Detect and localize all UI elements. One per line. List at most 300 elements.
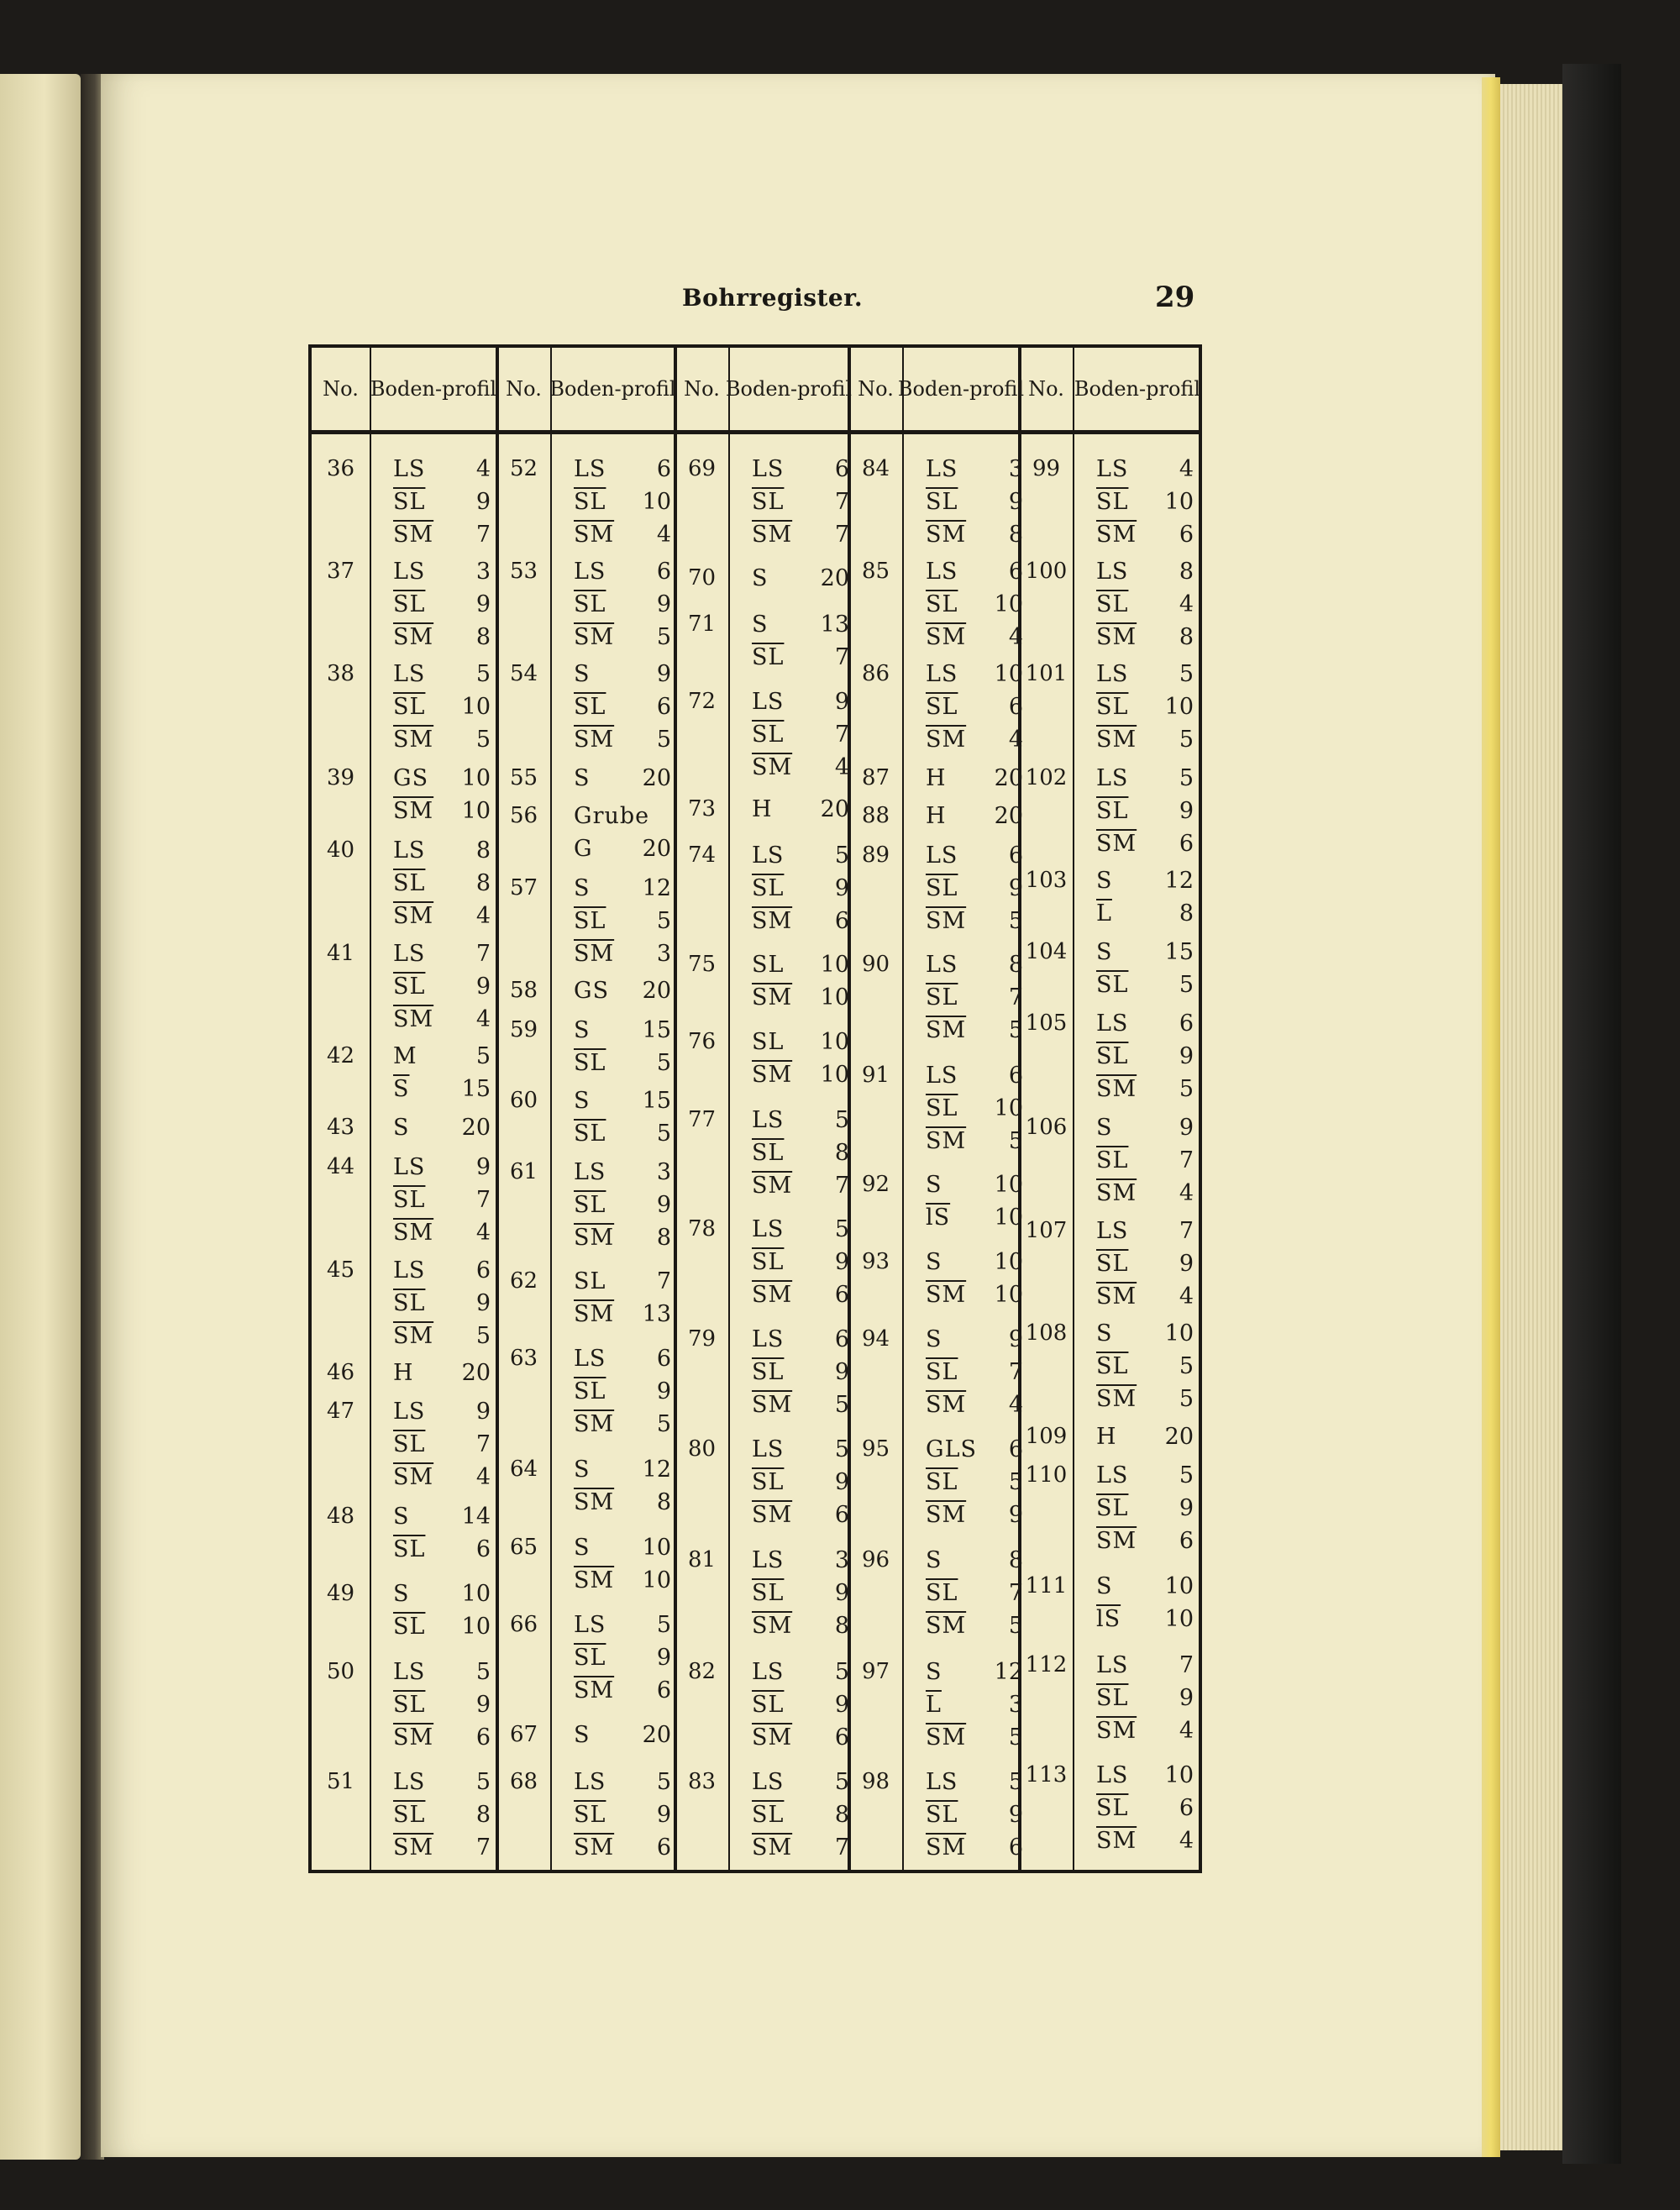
soil-layer xyxy=(926,1659,1023,1685)
boring-number: 104 xyxy=(1025,939,1068,964)
layer-depth: 20 xyxy=(994,765,1023,791)
column-divider xyxy=(550,348,552,1870)
soil-layer xyxy=(574,908,671,934)
layer-depth: 8 xyxy=(656,1489,671,1515)
soil-layer xyxy=(1096,831,1194,857)
boring-number: 95 xyxy=(861,1436,890,1462)
soil-layer xyxy=(926,1469,1023,1495)
layer-depth: 5 xyxy=(1179,1386,1194,1412)
layer-depth: 9 xyxy=(475,974,491,1000)
boring-number: 49 xyxy=(326,1581,355,1606)
layer-depth: 5 xyxy=(1008,1128,1023,1154)
soil-code: S xyxy=(752,612,769,638)
soil-layer xyxy=(1096,522,1194,548)
soil-code: $\overline{SL}$ xyxy=(393,974,426,1000)
layer-depth: 4 xyxy=(1179,1180,1194,1206)
layer-depth: 6 xyxy=(1008,1436,1023,1462)
facing-page xyxy=(0,74,81,2160)
soil-layer xyxy=(574,1457,671,1483)
soil-code: LS xyxy=(1096,765,1129,791)
soil-code: $\overline{SL}$ xyxy=(574,694,606,720)
soil-code: $\overline{SM}$ xyxy=(574,1567,615,1593)
soil-code: $\overline{SM}$ xyxy=(926,1502,967,1528)
header-bodenprofil-line1: Boden- xyxy=(725,377,798,401)
layer-depth: 15 xyxy=(642,1017,671,1043)
soil-layer xyxy=(752,1436,849,1462)
layer-depth: 5 xyxy=(1008,1017,1023,1043)
boring-number: 81 xyxy=(687,1547,717,1572)
soil-layer xyxy=(1096,1462,1194,1488)
soil-layer xyxy=(752,644,849,670)
soil-code: $\overline{lS}$ xyxy=(926,1205,951,1231)
soil-code: H xyxy=(752,796,773,822)
soil-code: S xyxy=(1096,868,1113,894)
layer-depth: 9 xyxy=(475,1692,491,1718)
soil-code: $\overline{SL}$ xyxy=(393,1536,426,1562)
soil-code: $\overline{SL}$ xyxy=(393,870,426,896)
soil-layer xyxy=(926,1547,1023,1573)
layer-depth: 5 xyxy=(834,1107,849,1133)
layer-depth: 15 xyxy=(461,1076,491,1102)
soil-code: $\overline{SL}$ xyxy=(393,591,426,617)
soil-code: M xyxy=(393,1043,417,1069)
soil-layer xyxy=(393,1536,491,1562)
soil-code: $\overline{SM}$ xyxy=(926,1282,967,1308)
layer-depth: 10 xyxy=(642,1567,671,1593)
column-divider xyxy=(902,348,904,1870)
soil-layer xyxy=(393,522,491,548)
layer-depth: 6 xyxy=(475,1536,491,1562)
soil-code: $\overline{SL}$ xyxy=(574,1802,606,1828)
layer-depth: 8 xyxy=(834,1802,849,1828)
soil-code: $\overline{SM}$ xyxy=(1096,522,1137,548)
layer-depth: 9 xyxy=(1008,875,1023,901)
soil-code: $\overline{SM}$ xyxy=(393,1006,434,1032)
layer-depth: 7 xyxy=(834,522,849,548)
soil-code: G xyxy=(574,836,593,862)
header-bodenprofil xyxy=(549,348,676,430)
soil-layer xyxy=(926,1017,1023,1043)
soil-layer xyxy=(393,1724,491,1751)
soil-code: S xyxy=(574,1017,591,1043)
soil-layer xyxy=(752,1835,849,1861)
layer-depth: 8 xyxy=(1008,1547,1023,1573)
soil-layer xyxy=(926,1580,1023,1606)
boring-number: 91 xyxy=(861,1063,890,1088)
layer-depth: 3 xyxy=(1008,1692,1023,1718)
soil-layer xyxy=(393,1504,491,1530)
layer-depth: 6 xyxy=(1179,522,1194,548)
soil-code: LS xyxy=(926,456,958,482)
layer-depth: 4 xyxy=(475,456,491,482)
header-no: No. xyxy=(858,377,894,401)
layer-depth: 7 xyxy=(834,489,849,515)
soil-layer xyxy=(393,1154,491,1180)
soil-code: LS xyxy=(752,689,785,715)
soil-code: S xyxy=(574,1535,591,1561)
soil-code: $\overline{SL}$ xyxy=(752,1249,785,1275)
layer-depth: 7 xyxy=(1008,1359,1023,1385)
soil-code: $\overline{SM}$ xyxy=(393,1835,434,1861)
layer-depth: 20 xyxy=(820,565,849,591)
layer-depth: 10 xyxy=(1164,1762,1194,1788)
soil-layer xyxy=(1096,1718,1194,1744)
layer-depth: 8 xyxy=(1179,900,1194,927)
soil-code: $\overline{SM}$ xyxy=(926,1392,967,1418)
soil-layer xyxy=(752,722,849,748)
soil-code: $\overline{SM}$ xyxy=(752,984,793,1011)
soil-code: $\overline{SL}$ xyxy=(1096,489,1129,515)
layer-depth: 20 xyxy=(642,836,671,862)
soil-code: $\overline{SL}$ xyxy=(1096,1147,1129,1173)
layer-depth: 7 xyxy=(1008,1580,1023,1606)
soil-code: $\overline{SL}$ xyxy=(926,694,958,720)
layer-depth: 10 xyxy=(1164,489,1194,515)
soil-layer xyxy=(926,1128,1023,1154)
layer-depth: 10 xyxy=(461,694,491,720)
soil-code: $\overline{SM}$ xyxy=(926,727,967,753)
soil-code: S xyxy=(926,1249,942,1275)
layer-depth: 6 xyxy=(1179,1011,1194,1037)
boring-number: 75 xyxy=(687,952,717,977)
soil-code: $\overline{SM}$ xyxy=(574,624,615,650)
soil-layer xyxy=(752,1580,849,1606)
column-divider xyxy=(370,348,371,1870)
layer-depth: 5 xyxy=(475,1659,491,1685)
soil-layer xyxy=(752,689,849,715)
layer-depth: 5 xyxy=(1008,1724,1023,1751)
soil-code: $\overline{SM}$ xyxy=(1096,1718,1137,1744)
soil-code: $\overline{SM}$ xyxy=(1096,1386,1137,1412)
layer-depth: 4 xyxy=(475,1464,491,1490)
layer-depth: 9 xyxy=(656,1802,671,1828)
layer-depth: 7 xyxy=(1179,1652,1194,1678)
layer-depth: 5 xyxy=(1008,1613,1023,1639)
soil-code: LS xyxy=(393,559,426,585)
header-bodenprofil-line2: profil xyxy=(797,377,853,401)
soil-layer xyxy=(393,870,491,896)
boring-number: 71 xyxy=(687,612,717,637)
layer-depth: 8 xyxy=(475,624,491,650)
soil-layer xyxy=(752,565,849,591)
layer-depth: 10 xyxy=(461,1581,491,1607)
soil-code: $\overline{SM}$ xyxy=(752,522,793,548)
soil-code: LS xyxy=(393,837,426,864)
soil-layer xyxy=(926,489,1023,515)
soil-layer xyxy=(926,984,1023,1011)
soil-code: $\overline{SL}$ xyxy=(926,1095,958,1121)
soil-code: GS xyxy=(393,765,429,791)
soil-layer xyxy=(1096,727,1194,753)
layer-depth: 9 xyxy=(475,1399,491,1425)
soil-code: $\overline{SM}$ xyxy=(926,522,967,548)
layer-depth: 6 xyxy=(1179,1795,1194,1821)
soil-layer xyxy=(752,1613,849,1639)
soil-layer xyxy=(1096,1320,1194,1346)
soil-code: LS xyxy=(752,843,785,869)
layer-depth: 7 xyxy=(834,644,849,670)
layer-depth: 3 xyxy=(656,941,671,967)
layer-depth: 5 xyxy=(1179,661,1194,687)
boring-number: 97 xyxy=(861,1659,890,1684)
soil-layer xyxy=(393,1076,491,1102)
boring-number: 67 xyxy=(509,1722,538,1747)
soil-layer xyxy=(574,1268,671,1294)
soil-layer xyxy=(393,1802,491,1828)
layer-depth: 7 xyxy=(656,1268,671,1294)
soil-code: $\overline{SM}$ xyxy=(926,1835,967,1861)
soil-code: $\overline{SL}$ xyxy=(574,489,606,515)
soil-code: S xyxy=(926,1326,942,1352)
layer-depth: 5 xyxy=(834,1769,849,1795)
layer-depth: 8 xyxy=(475,1802,491,1828)
layer-depth: 20 xyxy=(1164,1424,1194,1450)
soil-code: LS xyxy=(1096,1652,1129,1678)
soil-code: SL xyxy=(574,1268,606,1294)
header-bodenprofil-line2: profil xyxy=(442,377,497,401)
boring-number: 102 xyxy=(1025,765,1068,790)
layer-depth: 9 xyxy=(1008,489,1023,515)
soil-code: $\overline{SL}$ xyxy=(926,1580,958,1606)
soil-layer xyxy=(574,694,671,720)
soil-code: $\overline{SM}$ xyxy=(574,1677,615,1703)
boring-number: 39 xyxy=(326,765,355,790)
soil-code: $\overline{SL}$ xyxy=(752,1580,785,1606)
soil-code: $\overline{SL}$ xyxy=(926,875,958,901)
soil-code: S xyxy=(1096,1115,1113,1141)
soil-layer xyxy=(393,591,491,617)
soil-layer xyxy=(752,1249,849,1275)
soil-code: $\overline{SL}$ xyxy=(752,1802,785,1828)
layer-depth: 10 xyxy=(994,1172,1023,1198)
soil-layer xyxy=(752,1769,849,1795)
boring-number: 72 xyxy=(687,689,717,714)
boring-number: 98 xyxy=(861,1769,890,1794)
boring-number: 100 xyxy=(1025,559,1068,584)
boring-number: 105 xyxy=(1025,1011,1068,1036)
soil-layer xyxy=(1096,624,1194,650)
soil-code: S xyxy=(574,875,591,901)
boring-number: 88 xyxy=(861,803,890,828)
layer-depth: 20 xyxy=(820,796,849,822)
soil-layer xyxy=(1096,1386,1194,1412)
layer-depth: 9 xyxy=(475,1290,491,1316)
layer-depth: 9 xyxy=(1179,1495,1194,1521)
soil-layer xyxy=(393,1360,491,1386)
soil-layer xyxy=(752,796,849,822)
soil-layer xyxy=(752,1547,849,1573)
soil-layer xyxy=(752,1724,849,1751)
soil-code: S xyxy=(393,1581,410,1607)
soil-code: $\overline{SM}$ xyxy=(1096,624,1137,650)
soil-layer xyxy=(574,1192,671,1218)
soil-code: $\overline{SM}$ xyxy=(752,1173,793,1199)
layer-depth: 6 xyxy=(1008,1835,1023,1861)
soil-code: $\overline{SL}$ xyxy=(574,1645,606,1671)
soil-code: LS xyxy=(574,1612,606,1638)
boring-number: 80 xyxy=(687,1436,717,1462)
layer-depth: 5 xyxy=(834,1436,849,1462)
layer-depth: 9 xyxy=(656,1378,671,1404)
boring-number: 44 xyxy=(326,1154,355,1179)
soil-layer xyxy=(393,1581,491,1607)
layer-depth: 7 xyxy=(1008,984,1023,1011)
layer-depth: 5 xyxy=(834,1392,849,1418)
layer-depth: 9 xyxy=(834,1359,849,1385)
soil-code: LS xyxy=(1096,1218,1129,1244)
soil-code: $\overline{SM}$ xyxy=(752,754,793,780)
soil-code: $\overline{SL}$ xyxy=(926,489,958,515)
soil-layer xyxy=(393,1464,491,1490)
soil-code: H xyxy=(393,1360,414,1386)
soil-code: LS xyxy=(574,1346,606,1372)
boring-number: 106 xyxy=(1025,1115,1068,1140)
layer-depth: 5 xyxy=(656,1411,671,1437)
soil-layer xyxy=(574,1769,671,1795)
layer-depth: 6 xyxy=(1008,694,1023,720)
soil-layer xyxy=(1096,1076,1194,1102)
soil-layer xyxy=(574,456,671,482)
layer-depth: 12 xyxy=(642,875,671,901)
boring-number: 56 xyxy=(509,803,538,828)
boring-number: 77 xyxy=(687,1107,717,1132)
soil-layer xyxy=(574,489,671,515)
soil-layer xyxy=(926,875,1023,901)
header-no: No. xyxy=(684,377,720,401)
layer-depth: 13 xyxy=(642,1301,671,1327)
layer-depth: 10 xyxy=(461,765,491,791)
soil-layer xyxy=(574,1489,671,1515)
soil-code: LS xyxy=(752,1547,785,1573)
soil-layer xyxy=(393,1835,491,1861)
header-bodenprofil xyxy=(1074,348,1200,430)
layer-depth: 8 xyxy=(1008,952,1023,978)
boring-number: 93 xyxy=(861,1249,890,1274)
layer-depth: 5 xyxy=(1179,972,1194,998)
header-bodenprofil-line1: Boden- xyxy=(370,377,443,401)
layer-depth: 6 xyxy=(656,1835,671,1861)
layer-depth: 9 xyxy=(1179,1251,1194,1277)
soil-code: LS xyxy=(926,843,958,869)
soil-layer xyxy=(393,727,491,753)
soil-code: $\overline{SM}$ xyxy=(752,1502,793,1528)
boring-number: 113 xyxy=(1025,1762,1068,1787)
soil-layer xyxy=(393,456,491,482)
soil-code: LS xyxy=(574,456,606,482)
soil-layer xyxy=(752,1173,849,1199)
running-head: Bohrregister. xyxy=(682,284,864,312)
soil-code: $\overline{SL}$ xyxy=(752,1140,785,1166)
soil-code: $\overline{SM}$ xyxy=(926,908,967,934)
layer-depth: 4 xyxy=(1008,624,1023,650)
soil-code: $\overline{SL}$ xyxy=(926,1802,958,1828)
layer-depth: 4 xyxy=(475,903,491,929)
soil-code: S xyxy=(926,1172,942,1198)
boring-number: 54 xyxy=(509,661,538,686)
soil-code: $\overline{SL}$ xyxy=(393,694,426,720)
soil-code: LS xyxy=(393,661,426,687)
boring-number: 63 xyxy=(509,1346,538,1371)
soil-layer xyxy=(393,798,491,824)
soil-code: LS xyxy=(752,1216,785,1242)
soil-layer xyxy=(574,875,671,901)
layer-depth: 4 xyxy=(475,1220,491,1246)
layer-depth: 6 xyxy=(834,1326,849,1352)
soil-code: $\overline{SM}$ xyxy=(752,1392,793,1418)
soil-layer xyxy=(574,661,671,687)
soil-layer xyxy=(1096,868,1194,894)
boring-number: 68 xyxy=(509,1769,538,1794)
soil-code: $\overline{SL}$ xyxy=(752,489,785,515)
soil-layer xyxy=(574,803,686,829)
layer-depth: 5 xyxy=(1008,1469,1023,1495)
layer-depth: 10 xyxy=(1164,1320,1194,1346)
soil-layer xyxy=(1096,1528,1194,1554)
soil-layer xyxy=(393,489,491,515)
soil-layer xyxy=(926,1205,1023,1231)
boring-number: 111 xyxy=(1025,1573,1068,1598)
soil-code: $\overline{SL}$ xyxy=(393,1692,426,1718)
soil-code: $\overline{SM}$ xyxy=(574,522,615,548)
soil-layer xyxy=(574,1802,671,1828)
layer-depth: 8 xyxy=(656,1225,671,1251)
soil-layer xyxy=(926,591,1023,617)
soil-layer xyxy=(393,1290,491,1316)
soil-code: $\overline{SM}$ xyxy=(1096,727,1137,753)
soil-code: $\overline{SL}$ xyxy=(926,1359,958,1385)
layer-depth: 9 xyxy=(1179,1115,1194,1141)
layer-depth: 7 xyxy=(834,1835,849,1861)
boring-number: 51 xyxy=(326,1769,355,1794)
soil-code: LS xyxy=(1096,1011,1129,1037)
layer-depth: 12 xyxy=(994,1659,1023,1685)
layer-depth: 10 xyxy=(994,1249,1023,1275)
soil-code: LS xyxy=(752,456,785,482)
book-cover xyxy=(1562,64,1621,2164)
boring-number: 47 xyxy=(326,1399,355,1424)
soil-layer xyxy=(752,1216,849,1242)
soil-layer xyxy=(393,1257,491,1283)
layer-depth: 10 xyxy=(994,591,1023,617)
soil-code: LS xyxy=(752,1107,785,1133)
soil-code: $\overline{SL}$ xyxy=(1096,1495,1129,1521)
layer-depth: 5 xyxy=(656,908,671,934)
soil-layer xyxy=(393,1614,491,1640)
soil-code: Grube xyxy=(574,803,650,829)
soil-code: S xyxy=(574,1722,591,1748)
layer-depth: 20 xyxy=(994,803,1023,829)
soil-layer xyxy=(926,1436,1023,1462)
layer-depth: 4 xyxy=(1179,1283,1194,1310)
layer-depth: 5 xyxy=(1179,727,1194,753)
soil-code: S xyxy=(393,1504,410,1530)
soil-layer xyxy=(926,661,1023,687)
layer-depth: 10 xyxy=(820,1029,849,1055)
boring-number: 69 xyxy=(687,456,717,481)
soil-layer xyxy=(1096,1495,1194,1521)
soil-code: $\overline{SL}$ xyxy=(574,1121,606,1147)
layer-depth: 7 xyxy=(475,522,491,548)
boring-number: 92 xyxy=(861,1172,890,1197)
layer-depth: 5 xyxy=(475,661,491,687)
soil-layer xyxy=(752,1469,849,1495)
soil-layer xyxy=(1096,1180,1194,1206)
soil-layer xyxy=(574,1612,671,1638)
soil-layer xyxy=(752,1659,849,1685)
soil-code: $\overline{SM}$ xyxy=(393,798,434,824)
soil-layer xyxy=(393,765,491,791)
layer-depth: 6 xyxy=(656,456,671,482)
